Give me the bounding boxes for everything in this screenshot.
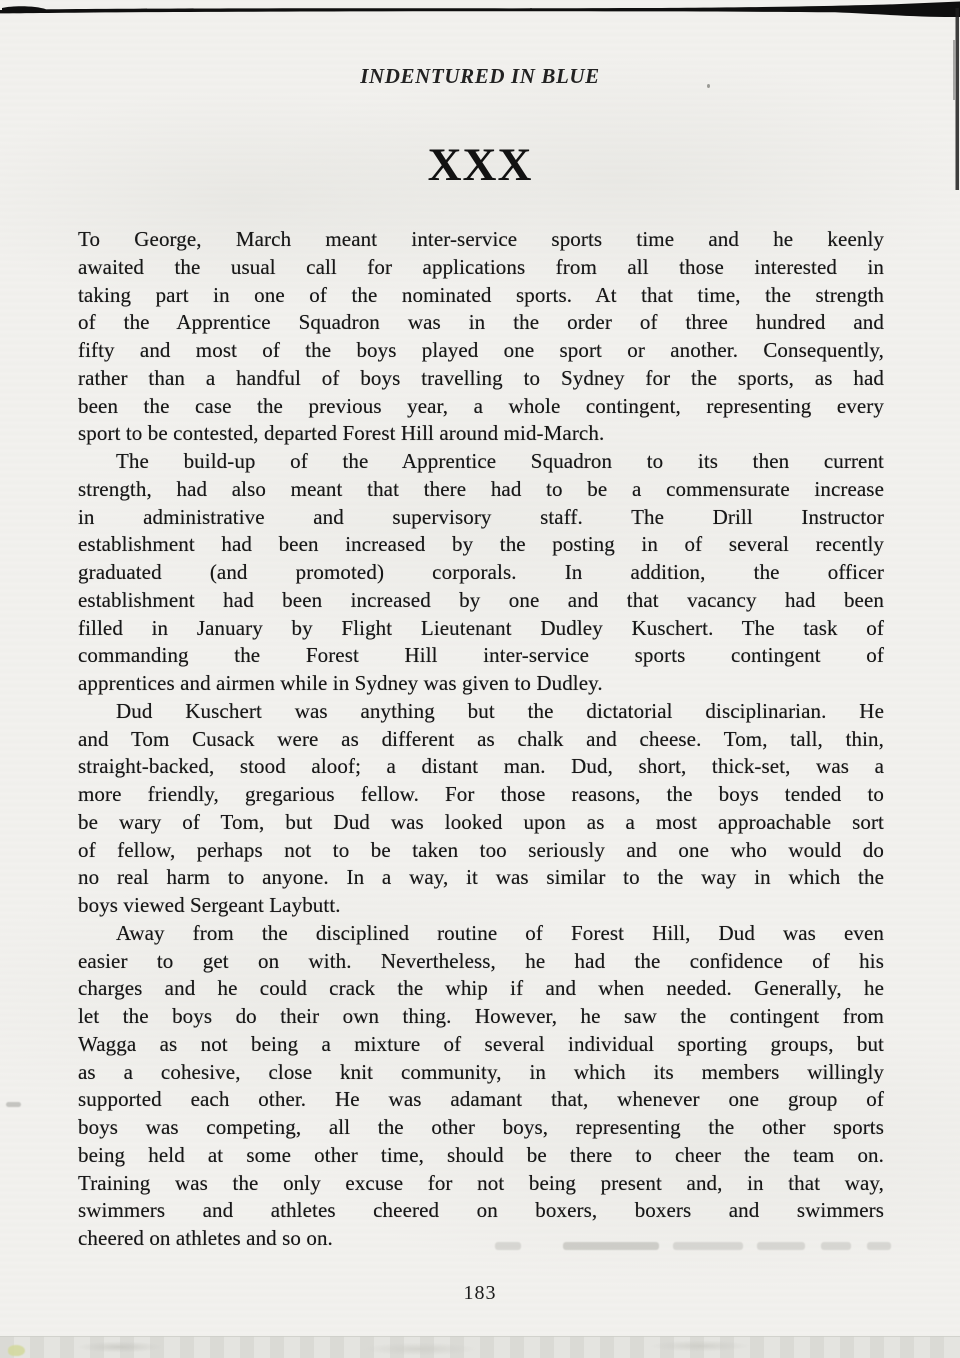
page-number: 183 <box>463 1282 497 1304</box>
scan-speck-icon <box>707 84 710 88</box>
text-line: in administrative and supervisory staff. The Drill Instructor <box>78 504 884 529</box>
text-line: Away from the disciplined routine of Forest Hill, Dud was even <box>116 920 884 945</box>
text-line: boys was competing, all the other boys, representing the other sports <box>78 1115 884 1139</box>
text-line: no real harm to anyone. In a way, it was similar to the way in which the <box>78 865 884 890</box>
scan-mark-icon <box>6 1102 21 1107</box>
text-line: graduated (and promoted) corporals. In addition, the officer <box>78 560 884 584</box>
text-line: fifty and most of the boys played one sport or another. Consequently, <box>78 338 884 362</box>
text-line: apprentices and airmen while in Sydney was given to Dudley. <box>78 671 603 695</box>
scan-speck-icon <box>8 1345 25 1356</box>
text-line: of fellow, perhaps not to be taken too seriously and one who would do <box>78 837 884 862</box>
text-line: being held at some other time, should be there to cheer the team on. <box>78 1142 884 1167</box>
text-line: been the case the previous year, a whole contingent, representing every <box>78 393 884 418</box>
text-line: To George, March meant inter-service sports time and he keenly <box>78 227 884 251</box>
text-line: swimmers and athletes cheered on boxers, boxers and swimmers <box>78 1198 884 1223</box>
text-line: let the boys do their own thing. However, he saw the contingent from <box>78 1004 884 1028</box>
scan-edge-bottom <box>0 1336 960 1358</box>
text-line: filled in January by Flight Lieutenant Dudley Kuschert. The task of <box>78 615 884 640</box>
text-line: easier to get on with. Nevertheless, he had the confidence of his <box>78 948 884 973</box>
text-line: straight-backed, stood aloof; a distant man. Dud, short, thick-set, was a <box>78 754 884 779</box>
text-line: sport to be contested, departed Forest Hill around mid-March. <box>78 421 605 446</box>
text-line: of the Apprentice Squadron was in the order of three hundred and <box>78 310 884 335</box>
text-line: as a cohesive, close knit community, in which its members willingly <box>78 1059 884 1084</box>
text-line: Training was the only excuse for not being present and, in that way, <box>78 1170 884 1195</box>
text-line: be wary of Tom, but Dud was looked upon as a most approachable sort <box>78 809 884 834</box>
text-line: strength, had also meant that there had to be a commensurate increase <box>78 476 884 501</box>
text-line: establishment had been increased by the posting in of several recently <box>78 532 884 557</box>
text-line: rather than a handful of boys travelling to Sydney for the sports, as had <box>78 365 884 390</box>
text-line: cheered on athletes and so on. <box>78 1226 333 1250</box>
text-line: Dud Kuschert was anything but the dictatorial disciplinarian. He <box>116 698 884 723</box>
text-line: boys viewed Sergeant Laybutt. <box>78 893 341 917</box>
chapter-heading: XXX <box>427 139 533 191</box>
text-line: establishment had been increased by one and that vacancy had been <box>78 587 884 612</box>
running-header: INDENTURED IN BLUE <box>360 64 600 88</box>
text-line: more friendly, gregarious fellow. For those reasons, the boys tended to <box>78 782 884 806</box>
body-text <box>78 226 884 1253</box>
text-line: awaited the usual call for applications from all those interested in <box>78 254 884 279</box>
text-line: supported each other. He was adamant that, whenever one group of <box>78 1087 884 1112</box>
text-line: The build-up of the Apprentice Squadron to its then current <box>116 449 884 473</box>
text-line: taking part in one of the nominated sports. At that time, the strength <box>78 282 884 307</box>
text-line: charges and he could crack the whip if and when needed. Generally, he <box>78 976 884 1001</box>
text-line: Wagga as not being a mixture of several individual sporting groups, but <box>78 1031 884 1056</box>
text-line: and Tom Cusack were as different as chalk and cheese. Tom, tall, thin, <box>78 726 884 751</box>
text-line: commanding the Forest Hill inter-service sports contingent of <box>78 643 884 668</box>
